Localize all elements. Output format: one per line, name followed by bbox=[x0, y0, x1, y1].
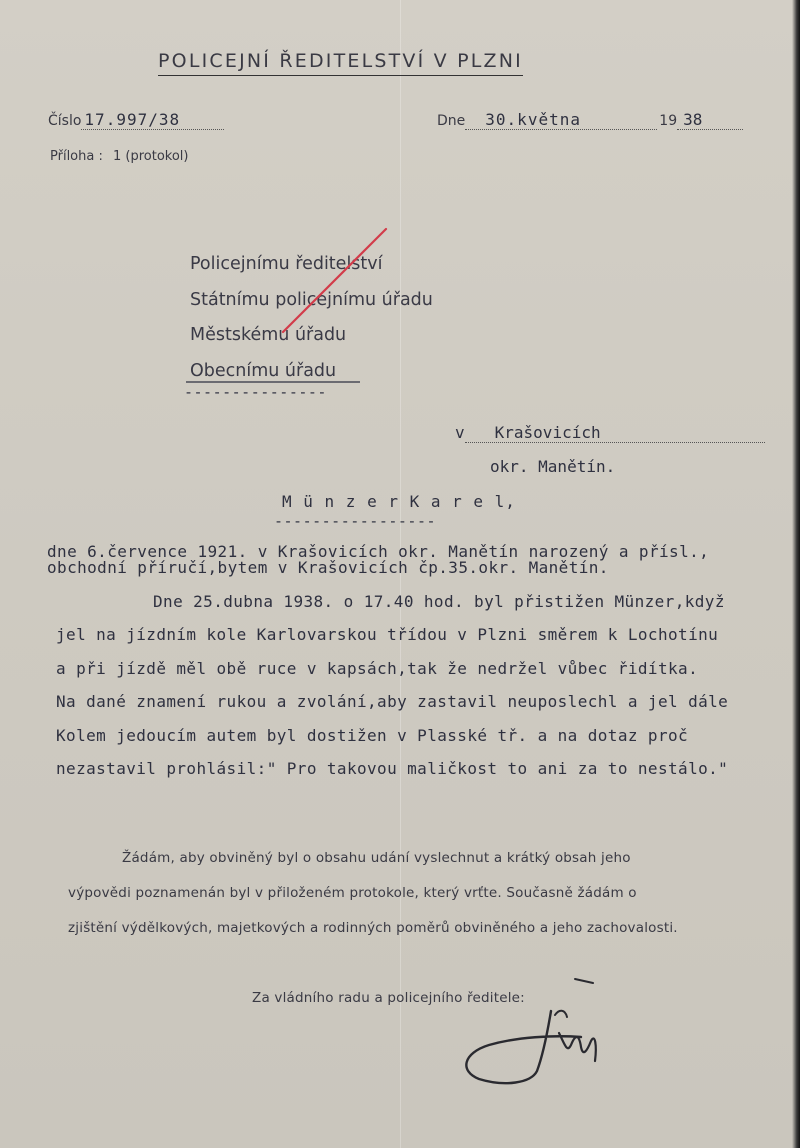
body-line-7: Kolem jedoucím autem byl dostižen v Plasské tř. a na dotaz proč bbox=[56, 726, 689, 745]
addressee-state-police: Státnímu policejnímu úřadu bbox=[190, 290, 433, 310]
year-prefix: 19 bbox=[659, 113, 678, 129]
location-name: Krašovicích bbox=[465, 423, 765, 443]
body-line-1: dne 6.července 1921. v Krašovicích okr. Manětín narozený a přísl., bbox=[47, 542, 710, 561]
reference-value: 17.997/38 bbox=[81, 110, 224, 130]
red-strike-line bbox=[283, 229, 386, 332]
addressee-police-directorate: Policejnímu ředitelství bbox=[190, 254, 383, 274]
handwritten-signature bbox=[455, 975, 615, 1095]
attachment-label: Příloha : bbox=[50, 149, 103, 164]
subject-underline: ----------------- bbox=[274, 512, 437, 530]
body-line-6: Na dané znamení rukou a zvolání,aby zastavil neuposlechl a jel dále bbox=[56, 692, 729, 711]
location-district: okr. Manětín. bbox=[490, 457, 616, 476]
reference-label: Číslo bbox=[48, 113, 82, 129]
body-line-8: nezastavil prohlásil:" Pro takovou maličkost to ani za to nestálo." bbox=[56, 759, 729, 778]
date-label: Dne bbox=[437, 113, 466, 129]
body-line-2: obchodní příručí,bytem v Krašovicích čp.35.okr. Manětín. bbox=[47, 558, 609, 577]
body-line-3: Dne 25.dubna 1938. o 17.40 hod. byl přistižen Münzer,když bbox=[153, 592, 725, 611]
addressee-dashes: --------------- bbox=[184, 383, 327, 401]
date-value: 30.května bbox=[465, 110, 657, 130]
addressee-municipal-office: Městskému úřadu bbox=[190, 325, 347, 345]
location-prefix: v bbox=[455, 423, 465, 442]
location-place bbox=[455, 423, 765, 443]
year-value: 38 bbox=[677, 110, 743, 130]
page-title: POLICEJNÍ ŘEDITELSTVÍ V PLZNI bbox=[158, 50, 523, 76]
request-line-3: zjištění výdělkových, majetkových a rodinných poměrů obviněného a jeho zachovalosti. bbox=[68, 920, 678, 936]
body-line-4: jel na jízdním kole Karlovarskou třídou v Plzni směrem k Lochotínu bbox=[56, 625, 719, 644]
request-line-2: výpovědi poznamenán byl v přiloženém protokole, který vrťte. Současně žádám o bbox=[68, 885, 637, 901]
body-line-5: a při jízdě měl obě ruce v kapsách,tak že nedržel vůbec řidítka. bbox=[56, 659, 699, 678]
subject-name: M ü n z e r K a r e l, bbox=[282, 492, 516, 511]
request-line-1: Žádám, aby obviněný byl o obsahu udání vyslechnut a krátký obsah jeho bbox=[122, 850, 631, 866]
attachment-value: 1 (protokol) bbox=[113, 149, 189, 164]
signature-caption: Za vládního radu a policejního ředitele: bbox=[252, 990, 525, 1006]
addressee-local-office: Obecnímu úřadu bbox=[190, 361, 337, 381]
